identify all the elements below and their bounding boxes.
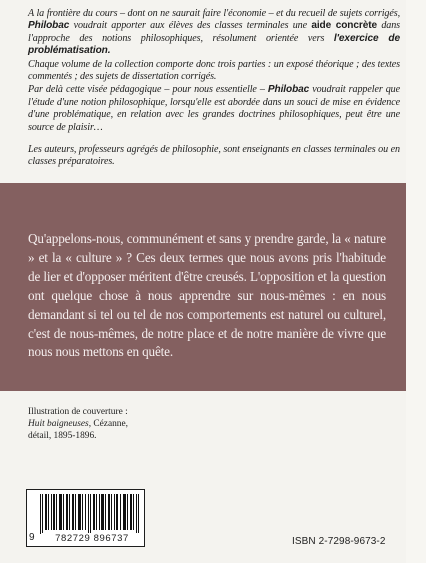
intro-p1-text-a: A la frontière du cours – dont on ne saurait faire l'économie – et du recueil de sujets corrigés,	[28, 8, 400, 19]
intro-paragraph-3	[28, 84, 400, 134]
aide-concrete-emphasis: aide concrète	[311, 20, 378, 32]
problematisation-emphasis: l'exercice de problématisation	[28, 32, 401, 57]
barcode-lead-digit: 9	[29, 532, 35, 543]
intro-p1-text-c: dans l'approche des notions philosophiques, résolument orientée vers	[28, 20, 401, 44]
artwork-artist: , Cézanne,	[88, 419, 128, 430]
intro-p1-period: .	[107, 45, 111, 57]
barcode	[26, 489, 145, 547]
philobac-brand-2: Philobac	[267, 84, 310, 96]
authors-note: Les auteurs, professeurs agrégés de philosophie, sont enseignants en classes terminales ou en classes préparatoires.	[28, 144, 400, 168]
barcode-bars	[40, 494, 140, 534]
credit-detail: détail, 1895-1896.	[28, 431, 97, 442]
intro-p1-text-b: voudrait apporter aux élèves des classes terminales une	[69, 20, 312, 32]
intro-paragraph-2: Chaque volume de la collection comporte donc trois parties : un exposé théorique ; des textes commentés ; des sujets de dissertation corrigés.	[28, 58, 400, 83]
isbn-number: ISBN 2-7298-9673-2	[292, 536, 386, 547]
summary-text: Qu'appelons-nous, communément et sans y prendre garde, la « nature » et la « culture » ? Ces deux termes que nous avons pris l'habitude de lier et d'opposer méritent d'être creusés. L'opposition et la question ont quelque chose à nous apprendre sur nous-mêmes : en nous demandant si tel ou tel de nos comportements est naturel ou culturel, c'est de nous-mêmes, de notre place et de notre manière de vivre que nous nous mettons en quête.	[28, 231, 386, 360]
credit-artwork	[28, 418, 128, 430]
page-edge-margin	[406, 0, 426, 563]
intro-text	[28, 8, 400, 170]
intro-p3-text-b: voudrait rappeler que l'étude d'une notion philosophique, lorsqu'elle est abordée dans un souci de mise en évidence d'une problématique, en relation avec les grandes doctrines philosophiques, peut être une source de plaisir…	[28, 84, 400, 133]
cover-illustration-credit	[28, 406, 128, 443]
intro-p3-text-a: Par delà cette visée pédagogique – pour nous essentielle –	[28, 84, 268, 96]
artwork-title: Huit baigneuses	[28, 419, 89, 430]
barcode-digits: 782729 896737	[42, 533, 142, 544]
credit-label: Illustration de couverture :	[28, 407, 128, 417]
intro-paragraph-1	[28, 8, 400, 58]
philobac-brand: Philobac	[28, 20, 70, 32]
